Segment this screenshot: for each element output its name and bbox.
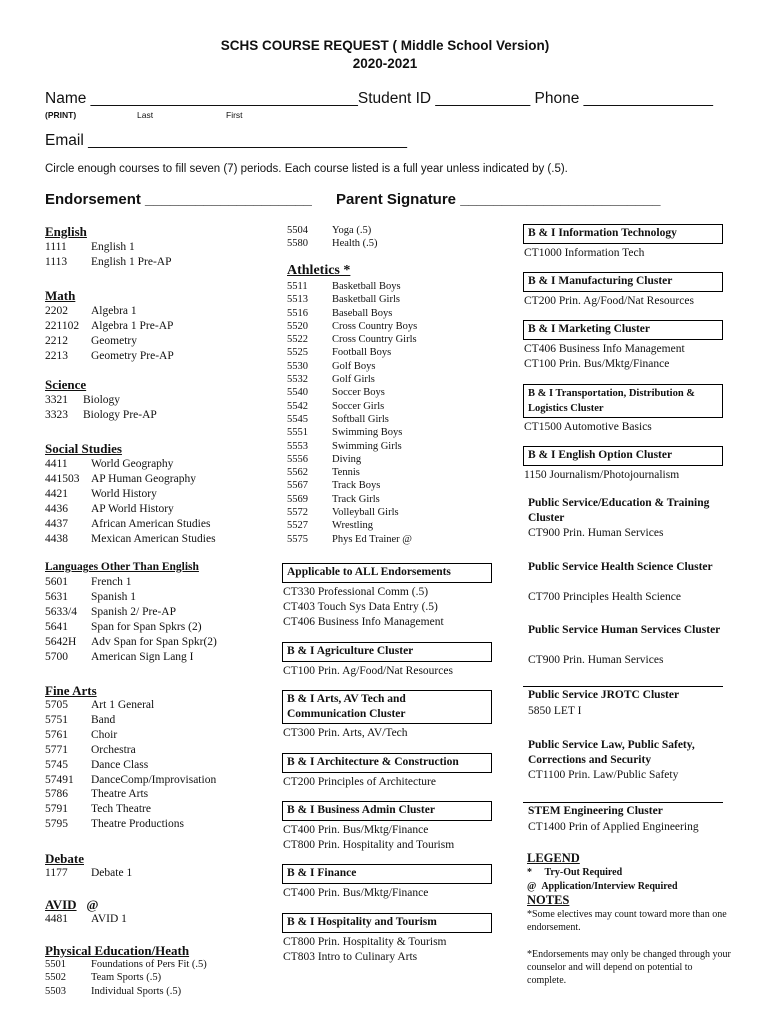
course-code: 2213: [45, 349, 68, 362]
fine-arts-list: [45, 698, 216, 832]
course-code: 5705: [45, 699, 68, 711]
avid-heading: AVID @: [45, 897, 99, 912]
course-name: French 1: [91, 576, 132, 588]
cluster-course[interactable]: CT400 Prin. Bus/Mktg/Finance: [283, 887, 429, 899]
course-code: 3321: [45, 394, 68, 406]
course-code: 4438: [45, 532, 68, 545]
course-code: 5601: [45, 576, 68, 588]
course-name: Golf Boys: [332, 360, 376, 372]
course-row[interactable]: [287, 320, 417, 333]
athletics-heading: Athletics *: [287, 263, 351, 278]
course-row[interactable]: [287, 280, 417, 293]
cluster-heading-box: B & I Arts, AV Tech and Communication Cluster: [282, 690, 492, 724]
course-row[interactable]: [45, 590, 217, 605]
course-row[interactable]: [45, 728, 216, 743]
course-code: 5502: [45, 972, 66, 984]
course-name: Debate 1: [91, 867, 133, 879]
course-code: 4436: [45, 502, 68, 515]
cluster-heading-box: B & I Architecture & Construction: [282, 753, 492, 773]
cluster-course[interactable]: 1150 Journalism/Photojournalism: [524, 469, 680, 481]
cluster-heading-box: B & I Information Technology: [523, 224, 723, 244]
course-name: Dance Class: [91, 758, 149, 771]
course-name: English 1: [91, 241, 135, 253]
pe-heading: Physical Education/Heath: [45, 943, 190, 958]
course-row[interactable]: [287, 400, 417, 413]
course-name: Health (.5): [332, 238, 378, 250]
cluster-course[interactable]: CT800 Prin. Hospitality and Tourism: [283, 838, 455, 851]
course-code: 5556: [287, 453, 308, 465]
course-name: Swimming Girls: [332, 440, 402, 452]
course-row[interactable]: [45, 743, 216, 758]
legend-item: * Try-Out Required: [527, 867, 623, 878]
course-code: 4437: [45, 517, 68, 530]
course-code: 5567: [287, 480, 308, 492]
course-row[interactable]: [287, 346, 417, 359]
course-name: American Sign Lang I: [91, 650, 194, 663]
course-name: Yoga (.5): [332, 225, 372, 236]
course-code: 5751: [45, 713, 68, 726]
course-code: 441503: [45, 472, 80, 485]
name-studentid-phone-line[interactable]: Name _______________________________Student ID ___________ Phone _______________: [45, 90, 713, 107]
course-row[interactable]: [45, 635, 217, 650]
cluster-heading-box: B & I Agriculture Cluster: [282, 642, 492, 662]
health-list: [287, 224, 377, 251]
course-row[interactable]: [287, 293, 417, 306]
course-name: Tennis: [332, 467, 360, 479]
cluster-course[interactable]: CT200 Principles of Architecture: [283, 776, 436, 788]
course-name: Football Boys: [332, 347, 392, 359]
course-name: Track Girls: [332, 493, 380, 505]
course-name: DanceComp/Improvisation: [91, 773, 217, 786]
course-name: English 1 Pre-AP: [91, 255, 172, 268]
notes-heading: NOTES: [527, 893, 570, 907]
course-row[interactable]: [287, 360, 417, 373]
course-code: 5633/4: [45, 605, 77, 618]
athletics-list: [287, 280, 417, 546]
cluster-heading-box: B & I Manufacturing Cluster: [523, 272, 723, 292]
endorsement-line[interactable]: Endorsement ____________________: [45, 191, 312, 208]
course-row[interactable]: [45, 304, 174, 319]
cluster-heading-box: B & I Transportation, Distribution & Logistics Cluster: [523, 384, 723, 418]
course-name: Soccer Girls: [332, 400, 385, 412]
course-name: AP World History: [91, 502, 174, 515]
course-row[interactable]: [287, 440, 417, 453]
cluster-course[interactable]: CT900 Prin. Human Services: [528, 654, 664, 666]
course-row[interactable]: [45, 787, 216, 802]
course-row[interactable]: [45, 472, 216, 487]
course-row[interactable]: [45, 958, 207, 971]
cluster-course[interactable]: CT100 Prin. Bus/Mktg/Finance: [524, 357, 670, 370]
course-name: Golf Girls: [332, 374, 375, 386]
course-code: 1177: [45, 867, 68, 879]
course-name: Theatre Productions: [91, 818, 184, 831]
course-name: Soccer Boys: [332, 387, 385, 399]
course-code: 3323: [45, 408, 68, 421]
course-row[interactable]: [287, 413, 417, 426]
course-name: African American Studies: [91, 517, 211, 530]
course-row[interactable]: [45, 349, 174, 364]
pe-list: [45, 958, 207, 998]
course-name: Mexican American Studies: [91, 532, 216, 545]
course-name: Basketball Girls: [332, 294, 400, 306]
cluster-course[interactable]: CT800 Prin. Hospitality & Tourism: [283, 936, 447, 948]
cluster-heading-box: B & I Finance: [282, 864, 492, 884]
cluster-heading-box: B & I Marketing Cluster: [523, 320, 723, 340]
course-code: 1113: [45, 255, 68, 268]
cluster-heading-box: B & I English Option Cluster: [523, 446, 723, 466]
course-name: Team Sports (.5): [91, 972, 162, 984]
course-code: 5513: [287, 294, 308, 306]
course-row[interactable]: [45, 866, 132, 881]
course-name: Phys Ed Trainer @: [332, 533, 412, 545]
cluster-heading: Public Service/Education & Training Cluster: [528, 497, 710, 524]
course-row[interactable]: [287, 237, 377, 250]
course-code: 5795: [45, 818, 68, 831]
course-row[interactable]: [45, 713, 216, 728]
course-name: Choir: [91, 728, 118, 741]
course-code: 5525: [287, 347, 308, 359]
debate-list: [45, 866, 132, 881]
course-row[interactable]: [45, 985, 207, 998]
course-row[interactable]: [287, 307, 417, 320]
course-name: Tech Theatre: [91, 803, 151, 816]
course-row[interactable]: [287, 386, 417, 399]
cluster-course[interactable]: 5850 LET I: [528, 704, 582, 717]
course-name: Theatre Arts: [91, 788, 149, 801]
course-row[interactable]: [287, 224, 377, 237]
course-row[interactable]: [287, 466, 417, 479]
cluster-heading: Public Service Law, Public Safety, Corrections and Security: [528, 739, 695, 766]
cluster-course[interactable]: CT406 Business Info Management: [283, 615, 444, 628]
course-code: 5631: [45, 590, 68, 603]
course-row[interactable]: [45, 487, 216, 502]
course-row[interactable]: [45, 971, 207, 984]
course-name: Algebra 1 Pre-AP: [91, 319, 174, 332]
course-code: 5540: [287, 387, 308, 399]
lote-list: [45, 575, 217, 664]
lote-heading: Languages Other Than English: [45, 561, 199, 573]
cluster-heading: Public Service JROTC Cluster: [528, 689, 680, 701]
course-row[interactable]: [45, 802, 216, 817]
course-name: Geometry: [91, 334, 137, 347]
math-list: [45, 304, 174, 364]
course-code: 5542: [287, 400, 308, 412]
course-code: 5761: [45, 728, 68, 741]
course-code: 5516: [287, 307, 308, 319]
cluster-course[interactable]: CT330 Professional Comm (.5): [283, 586, 429, 598]
course-code: 5575: [287, 533, 308, 545]
course-name: Biology Pre-AP: [83, 408, 157, 421]
cluster-course[interactable]: CT1100 Prin. Law/Public Safety: [528, 769, 679, 781]
course-row[interactable]: [45, 517, 216, 532]
course-name: Orchestra: [91, 743, 136, 756]
debate-heading: Debate: [45, 851, 84, 866]
page-title: SCHS COURSE REQUEST ( Middle School Version): [220, 38, 550, 53]
course-code: 5511: [287, 281, 308, 292]
course-row[interactable]: [45, 408, 157, 423]
course-row[interactable]: [45, 393, 157, 408]
first-label: First: [226, 110, 243, 120]
school-year: 2020-2021: [352, 56, 418, 71]
course-code: 5745: [45, 758, 68, 771]
email-line[interactable]: Email _____________________________________: [45, 132, 408, 149]
course-row[interactable]: [45, 698, 216, 713]
instructions: Circle enough courses to fill seven (7) periods. Each course listed is a full year unless indicated by (.5).: [45, 163, 568, 175]
course-code: 221102: [45, 319, 80, 332]
course-row[interactable]: [45, 532, 216, 547]
legend-heading: LEGEND: [527, 851, 580, 865]
note-text: *Some electives may count toward more than one endorsement.: [527, 909, 727, 933]
course-name: Biology: [83, 394, 121, 406]
course-name: Wrestling: [332, 520, 373, 532]
science-heading: Science: [45, 377, 87, 392]
course-row[interactable]: [45, 650, 217, 665]
english-list: [45, 240, 172, 270]
cluster-course[interactable]: CT200 Prin. Ag/Food/Nat Resources: [524, 295, 694, 307]
course-code: 5503: [45, 985, 66, 997]
course-name: Art 1 General: [91, 699, 155, 711]
course-row[interactable]: [287, 426, 417, 439]
course-code: 5786: [45, 788, 68, 801]
cluster-course[interactable]: CT300 Prin. Arts, AV/Tech: [283, 727, 408, 739]
course-code: 5501: [45, 959, 66, 970]
course-name: Swimming Boys: [332, 427, 403, 439]
fine-arts-heading: Fine Arts: [45, 683, 97, 698]
course-row[interactable]: [45, 912, 127, 927]
course-row[interactable]: [45, 319, 174, 334]
course-name: Baseball Boys: [332, 307, 393, 319]
cluster-course[interactable]: CT900 Prin. Human Services: [528, 527, 664, 539]
course-name: Adv Span for Span Spkr(2): [91, 635, 217, 648]
course-row[interactable]: [45, 457, 216, 472]
course-name: Basketball Boys: [332, 281, 401, 292]
last-label: Last: [137, 110, 154, 120]
course-name: Volleyball Girls: [332, 507, 399, 519]
cluster-course[interactable]: CT803 Intro to Culinary Arts: [283, 950, 418, 963]
course-row[interactable]: [45, 758, 216, 773]
course-code: 1111: [45, 241, 67, 253]
math-heading: Math: [45, 288, 76, 303]
course-code: 5527: [287, 520, 308, 532]
course-name: Band: [91, 713, 116, 726]
course-name: Geometry Pre-AP: [91, 349, 174, 362]
cluster-course[interactable]: CT400 Prin. Bus/Mktg/Finance: [283, 824, 429, 836]
course-code: 5641: [45, 620, 68, 633]
course-code: 5700: [45, 650, 68, 663]
course-row[interactable]: [287, 506, 417, 519]
course-code: 5545: [287, 413, 308, 425]
course-name: World Geography: [91, 458, 174, 470]
course-code: 5771: [45, 743, 68, 756]
course-code: 5553: [287, 440, 308, 452]
course-name: Foundations of Pers Fit (.5): [91, 959, 207, 970]
course-row[interactable]: [45, 502, 216, 517]
course-name: Cross Country Boys: [332, 320, 418, 332]
course-name: Individual Sports (.5): [91, 985, 182, 997]
course-code: 2202: [45, 305, 68, 317]
course-code: 4421: [45, 487, 68, 500]
cluster-course[interactable]: CT1400 Prin of Applied Engineering: [528, 820, 699, 833]
course-code: 5504: [287, 225, 308, 236]
course-row[interactable]: [45, 605, 217, 620]
course-code: 2212: [45, 334, 68, 347]
note-text: *Endorsements may only be changed through your counselor and will depend on potential to complete.: [527, 949, 731, 986]
legend-item: @ Application/Interview Required: [527, 881, 678, 892]
course-row[interactable]: [45, 334, 174, 349]
science-list: [45, 393, 157, 423]
course-name: Spanish 2/ Pre-AP: [91, 605, 176, 618]
cluster-course[interactable]: CT1500 Automotive Basics: [524, 421, 652, 433]
course-code: 5520: [287, 320, 308, 332]
course-row[interactable]: [45, 620, 217, 635]
english-heading: English: [45, 224, 87, 239]
course-code: 5569: [287, 493, 308, 505]
course-code: 5530: [287, 360, 308, 372]
course-name: Track Boys: [332, 480, 381, 492]
course-name: Diving: [332, 453, 362, 465]
course-row[interactable]: [45, 773, 216, 788]
course-row[interactable]: [287, 333, 417, 346]
course-row[interactable]: [287, 479, 417, 492]
course-name: World History: [91, 487, 157, 500]
cluster-course[interactable]: CT700 Principles Health Science: [528, 591, 681, 603]
cluster-heading: Public Service Human Services Cluster: [528, 624, 721, 636]
course-code: 4481: [45, 913, 68, 925]
course-name: Spanish 1: [91, 590, 137, 603]
course-code: 5580: [287, 238, 308, 250]
course-name: Cross Country Girls: [332, 334, 417, 346]
cluster-heading-box: B & I Business Admin Cluster: [282, 801, 492, 821]
course-row[interactable]: [45, 817, 216, 832]
cluster-heading: STEM Engineering Cluster: [528, 805, 663, 817]
avid-list: [45, 912, 127, 927]
social-studies-list: [45, 457, 216, 546]
cluster-course[interactable]: CT406 Business Info Management: [524, 343, 685, 355]
course-name: AP Human Geography: [91, 472, 196, 485]
course-row[interactable]: [45, 575, 217, 590]
course-row[interactable]: [45, 255, 172, 270]
course-row[interactable]: [45, 240, 172, 255]
social-studies-heading: Social Studies: [45, 441, 122, 456]
cluster-heading-box: B & I Hospitality and Tourism: [282, 913, 492, 933]
divider: [523, 686, 723, 687]
course-code: 5522: [287, 334, 308, 346]
course-code: 5791: [45, 803, 68, 816]
course-name: AVID 1: [91, 913, 127, 925]
course-code: 5532: [287, 374, 308, 386]
cluster-heading: Public Service Health Science Cluster: [528, 561, 713, 573]
cluster-course[interactable]: CT403 Touch Sys Data Entry (.5): [283, 600, 438, 613]
parent-signature-line[interactable]: Parent Signature ________________________: [336, 191, 661, 208]
course-code: 5562: [287, 467, 308, 479]
cluster-course[interactable]: CT1000 Information Tech: [524, 247, 645, 259]
course-row[interactable]: [287, 373, 417, 386]
divider: [523, 802, 723, 803]
cluster-course[interactable]: CT100 Prin. Ag/Food/Nat Resources: [283, 665, 453, 677]
course-code: 5642H: [45, 635, 77, 648]
course-row[interactable]: [287, 533, 417, 546]
course-name: Span for Span Spkrs (2): [91, 620, 202, 633]
course-name: Algebra 1: [91, 305, 137, 317]
print-label: (PRINT): [45, 110, 77, 120]
course-row[interactable]: [287, 493, 417, 506]
cluster-heading-box: Applicable to ALL Endorsements: [282, 563, 492, 583]
course-code: 57491: [45, 773, 74, 786]
course-row[interactable]: [287, 519, 417, 532]
course-code: 5572: [287, 507, 308, 519]
course-code: 5551: [287, 427, 308, 439]
course-row[interactable]: [287, 453, 417, 466]
course-code: 4411: [45, 458, 68, 470]
course-name: Softball Girls: [332, 413, 389, 425]
